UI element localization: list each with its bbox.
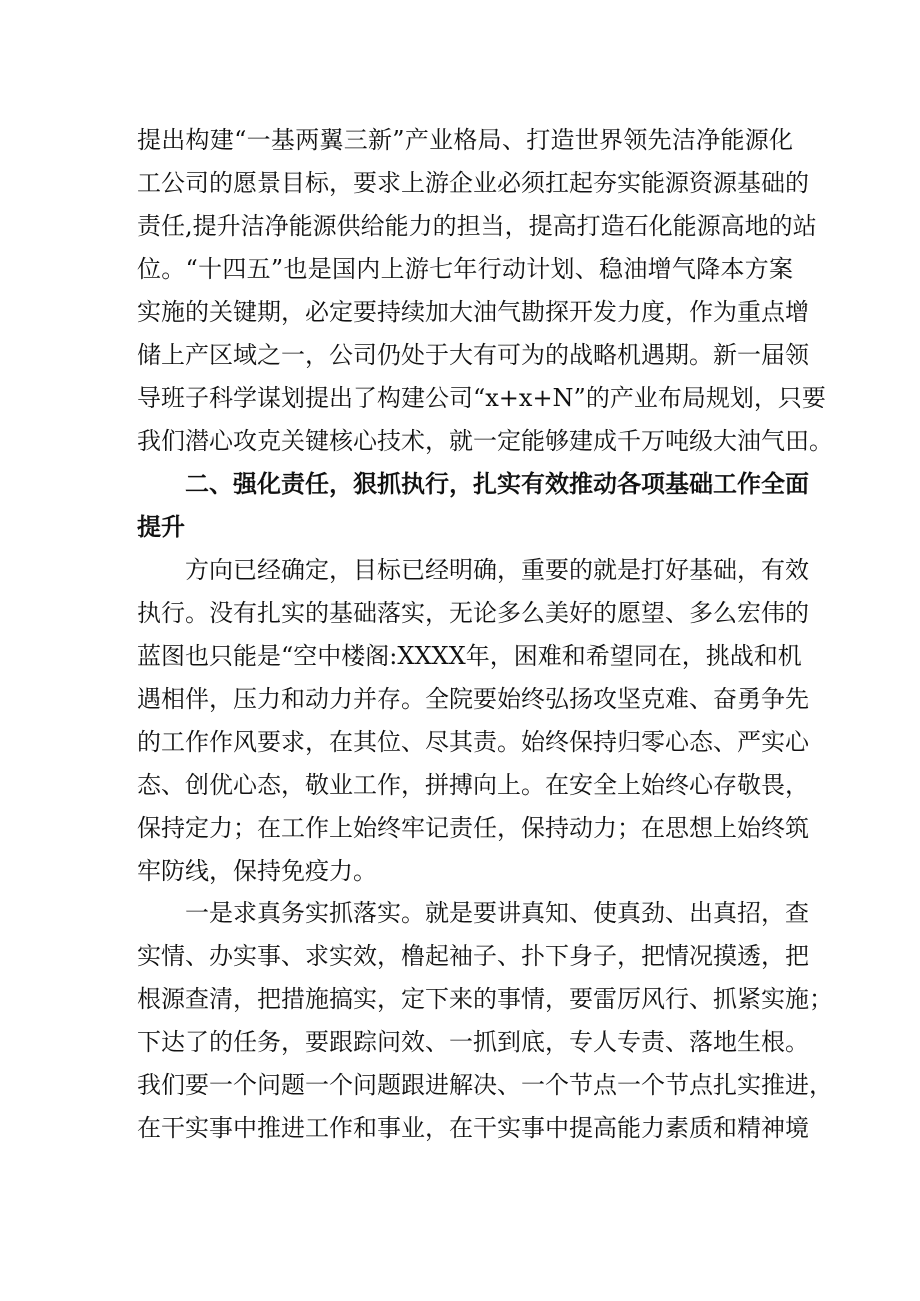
heading-line: 提升 xyxy=(137,513,185,541)
paragraph-line: 执行。没有扎实的基础落实，无论多么美好的愿望、多么宏伟的 xyxy=(137,599,809,627)
paragraph-line: 责任,提升洁净能源供给能力的担当，提高打造石化能源高地的站 xyxy=(137,212,817,240)
paragraph-line: 的工作作风要求，在其位、尽其责。始终保持归零心态、严实心 xyxy=(137,728,809,756)
paragraph-line: 位。“十四五”也是国内上游七年行动计划、稳油增气降本方案 xyxy=(137,255,793,283)
paragraph-line: 根源查清，把措施搞实，定下来的事情，要雷厉风行、抓紧实施； xyxy=(137,985,833,1013)
paragraph-line: 导班子科学谋划提出了构建公司“x+x+N”的产业布局规划，只要 xyxy=(137,384,826,412)
paragraph-line: 一是求真务实抓落实。就是要讲真知、使真劲、出真招，查 xyxy=(185,899,809,927)
paragraph-line: 实情、办实事、求实效，橹起袖子、扑下身子，把情况摸透，把 xyxy=(137,942,809,970)
paragraph-line: 态、创优心态，敬业工作，拼搏向上。在安全上始终心存敬畏， xyxy=(137,771,809,799)
paragraph-line: 在干实事中推进工作和事业，在干实事中提高能力素质和精神境 xyxy=(137,1114,809,1142)
paragraph-line: 蓝图也只能是“空中楼阁:XXXX年，困难和希望同在，挑战和机 xyxy=(137,642,802,670)
paragraph-line: 储上产区域之一，公司仍处于大有可为的战略机遇期。新一届领 xyxy=(137,341,809,369)
paragraph-line: 遇相伴，压力和动力并存。全院要始终弘扬攻坚克难、奋勇争先 xyxy=(137,685,809,713)
paragraph-line: 工公司的愿景目标，要求上游企业必须扛起夯实能源资源基础的 xyxy=(137,169,809,197)
paragraph-line: 我们潜心攻克关键核心技术，就一定能够建成千万吨级大油气田。 xyxy=(137,427,833,455)
heading-line: 二、强化责任，狠抓执行，扎实有效推动各项基础工作全面 xyxy=(185,470,809,498)
paragraph-line: 方向已经确定，目标已经明确，重要的就是打好基础，有效 xyxy=(185,556,809,584)
paragraph-line: 实施的关键期，必定要持续加大油气勘探开发力度，作为重点增 xyxy=(137,298,809,326)
paragraph-line: 保持定力；在工作上始终牢记责任，保持动力；在思想上始终筑 xyxy=(137,814,809,842)
paragraph-line: 提出构建“一基两翼三新”产业格局、打造世界领先洁净能源化 xyxy=(137,126,793,154)
paragraph-line: 牢防线，保持免疫力。 xyxy=(137,857,377,885)
paragraph-line: 下达了的任务，要跟踪问效、一抓到底，专人专责、落地生根。 xyxy=(137,1028,809,1056)
paragraph-line: 我们要一个问题一个问题跟进解决、一个节点一个节点扎实推进， xyxy=(137,1071,833,1099)
